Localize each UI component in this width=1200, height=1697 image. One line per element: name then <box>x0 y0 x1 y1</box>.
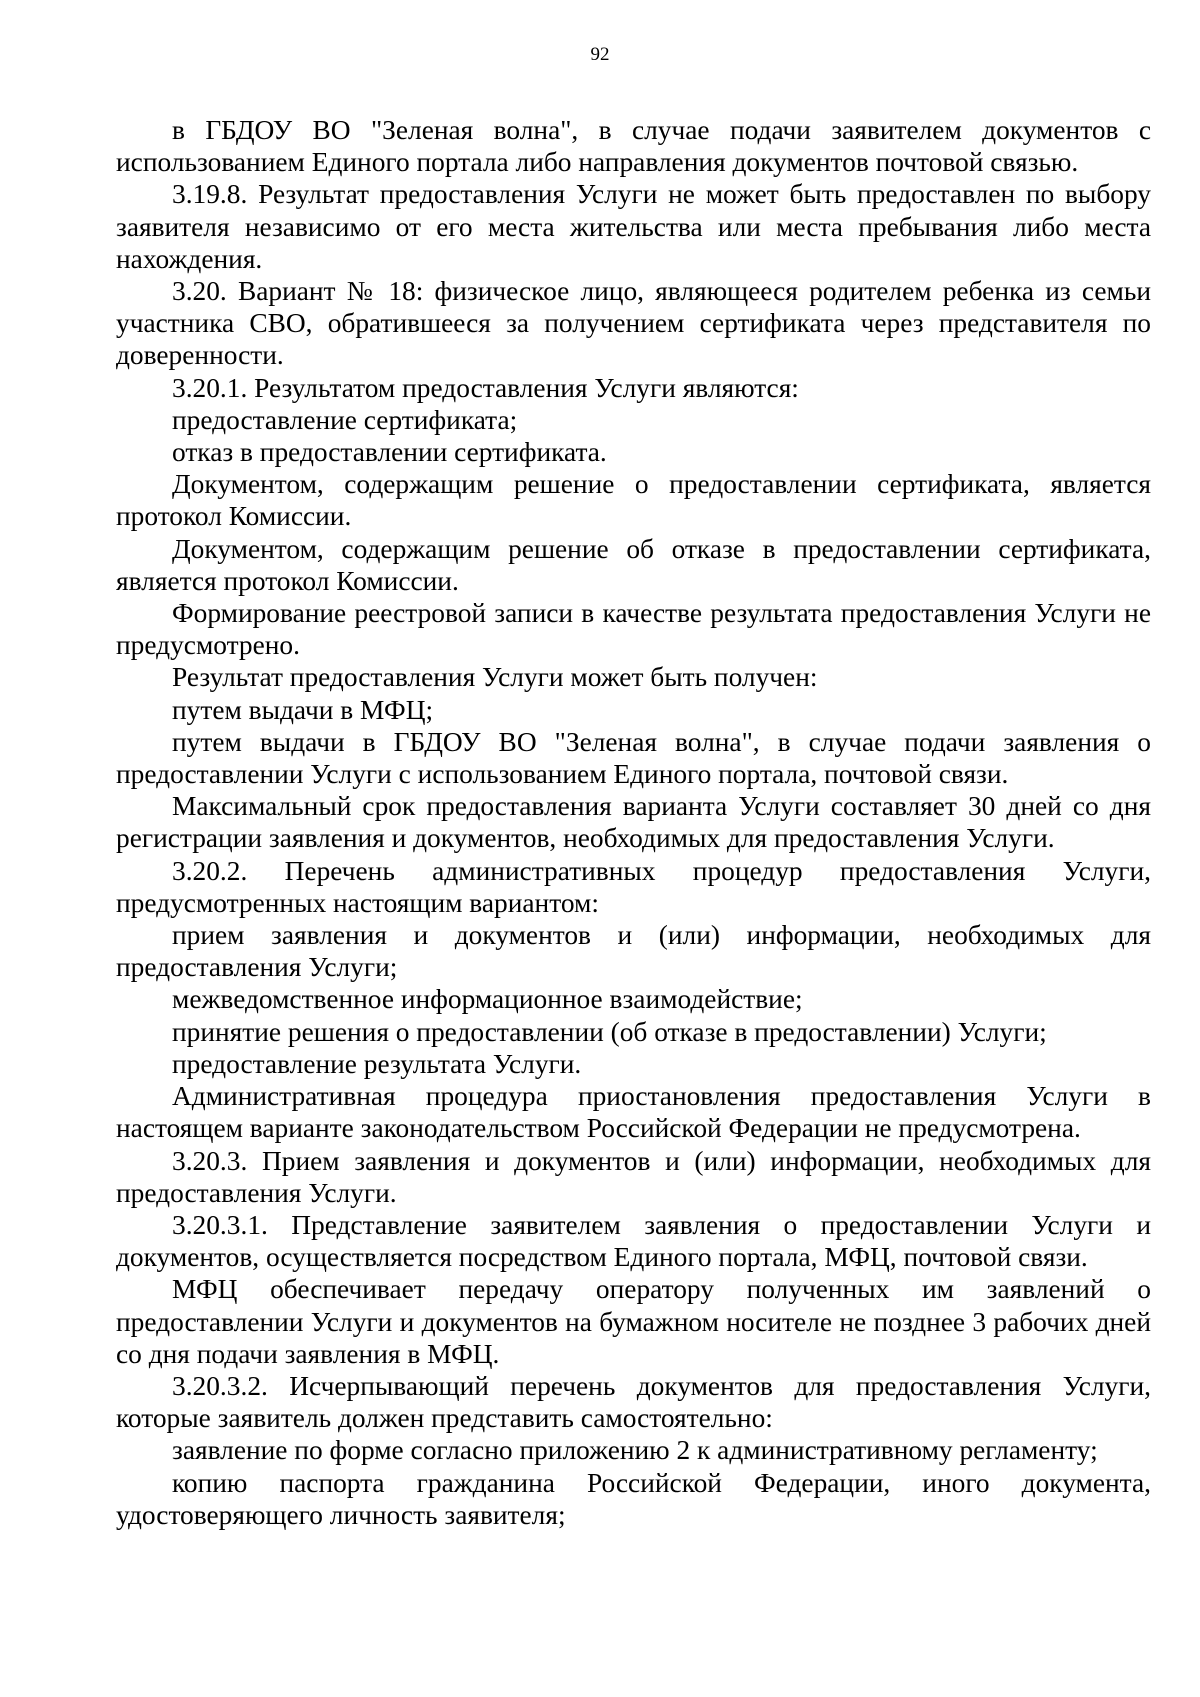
paragraph: 3.20.3. Прием заявления и документов и (или) информации, необходимых для предоставления Услуги. <box>116 1145 1151 1208</box>
list-item: предоставление сертификата; <box>172 404 518 435</box>
paragraph: 3.20.1. Результатом предоставления Услуги являются: <box>172 372 799 403</box>
paragraph: в ГБДОУ ВО "Зеленая волна", в случае подачи заявителем документов с использованием Единого портала либо направления документов почтовой связью. <box>116 115 1151 178</box>
list-item: отказ в предоставлении сертификата. <box>172 437 607 468</box>
paragraph: 3.20. Вариант № 18: физическое лицо, являющееся родителем ребенка из семьи участника СВО, обратившееся за получением сертификата через представителя по доверенности. <box>116 276 1151 371</box>
paragraph: Результат предоставления Услуги может быть получен: <box>172 662 818 693</box>
paragraph: Формирование реестровой записи в качестве результата предоставления Услуги не предусмотрено. <box>116 598 1151 661</box>
list-item: путем выдачи в МФЦ; <box>172 694 434 725</box>
list-item: межведомственное информационное взаимодействие; <box>172 984 803 1015</box>
paragraph: МФЦ обеспечивает передачу оператору полученных им заявлений о предоставлении Услуги и документов на бумажном носителе не позднее 3 рабочих дней со дня подачи заявления в МФЦ. <box>116 1274 1151 1369</box>
document-body <box>116 114 1151 1531</box>
paragraph: Максимальный срок предоставления варианта Услуги составляет 30 дней со дня регистрации заявления и документов, необходимых для предоставления Услуги. <box>116 791 1151 854</box>
page-number: 92 <box>590 44 610 65</box>
paragraph: Административная процедура приостановления предоставления Услуги в настоящем варианте законодательством Российской Федерации не предусмотрена. <box>116 1081 1151 1144</box>
paragraph: 3.20.3.1. Представление заявителем заявления о предоставлении Услуги и документов, осуществляется посредством Единого портала, МФЦ, почтовой связи. <box>116 1209 1151 1273</box>
list-item: заявление по форме согласно приложению 2 к административному регламенту; <box>172 1435 1098 1466</box>
paragraph: 3.20.2. Перечень административных процедур предоставления Услуги, предусмотренных настоящим вариантом: <box>116 855 1151 918</box>
list-item: прием заявления и документов и (или) информации, необходимых для предоставления Услуги; <box>116 920 1151 983</box>
list-item: путем выдачи в ГБДОУ ВО "Зеленая волна", в случае подачи заявления о предоставлении Услуги с использованием Единого портала, почтовой связи. <box>116 726 1151 790</box>
list-item: принятие решения о предоставлении (об отказе в предоставлении) Услуги; <box>172 1016 1047 1047</box>
paragraph: Документом, содержащим решение об отказе в предоставлении сертификата, является протокол Комиссии. <box>116 533 1151 596</box>
list-item: предоставление результата Услуги. <box>172 1048 582 1079</box>
paragraph: Документом, содержащим решение о предоставлении сертификата, является протокол Комиссии. <box>116 469 1151 532</box>
list-item: копию паспорта гражданина Российской Федерации, иного документа, удостоверяющего личность заявителя; <box>116 1467 1151 1530</box>
paragraph: 3.19.8. Результат предоставления Услуги не может быть предоставлен по выбору заявителя независимо от его места жительства или места пребывания либо места нахождения. <box>116 179 1151 274</box>
paragraph: 3.20.3.2. Исчерпывающий перечень документов для предоставления Услуги, которые заявитель должен представить самостоятельно: <box>116 1370 1151 1434</box>
